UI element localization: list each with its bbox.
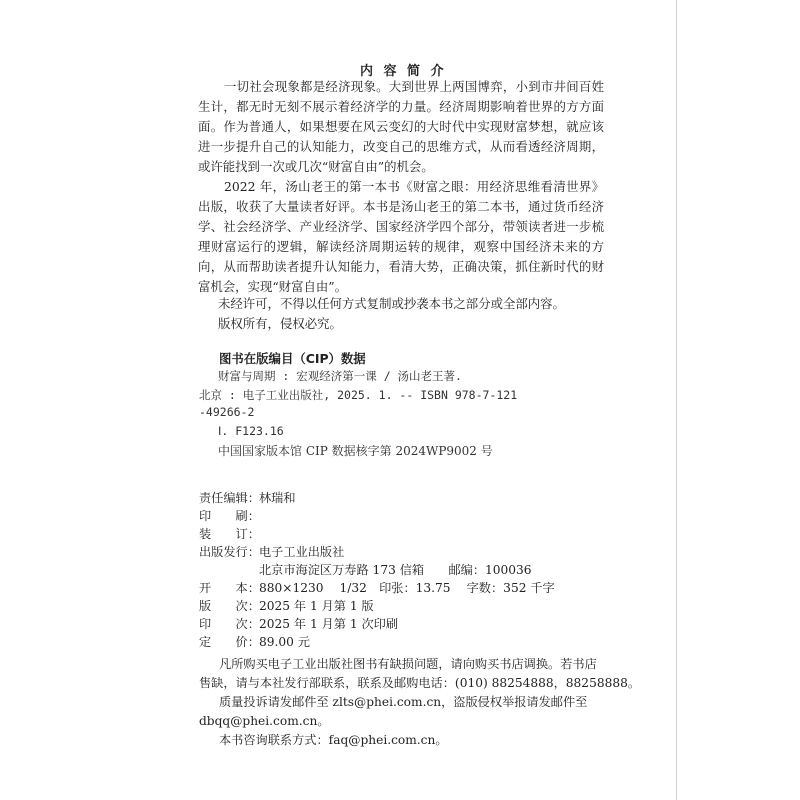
cip-line-5: 中国国家版本馆 CIP 数据核字第 2024WP9002 号 <box>218 444 493 458</box>
price-label: 定 价： <box>199 635 260 649</box>
price-value: 89.00 元 <box>259 635 310 649</box>
printing-label: 印 次： <box>199 617 260 631</box>
footer-line-4: dbqq@phei.com.cn。 <box>199 714 330 728</box>
footer-line-2: 售缺，请与本社发行部联系，联系及邮购电话：(010) 88254888，88258888。 <box>199 676 641 690</box>
editor-label: 责任编辑： <box>199 491 260 505</box>
cip-line-2: 北京 : 电子工业出版社, 2025. 1. -- ISBN 978-7-121 <box>199 388 518 402</box>
intro-paragraph-2: 2022 年，汤山老王的第一本书《财富之眼：用经济思维看清世界》出版，收获了大量读者好评。本书是汤山老王的第二本书，通过货币经济学、社会经济学、产业经济学、国家经济学四个部分，带领读者进一步梳理财富运行的逻辑，解读经济周期运转的规律，观察中国经济未来的方向，从而帮助读者提升认知能力，看清大势，正确决策，抓住新时代的财富机会，实现“财富自由”。 <box>198 179 604 294</box>
page-title: 内 容 简 介 <box>360 64 447 79</box>
copyright-notice: 未经许可，不得以任何方式复制或抄袭本书之部分或全部内容。 <box>218 296 565 311</box>
intro-paragraph-1: 一切社会现象都是经济现象。大到世界上两国博弈，小到市井间百姓生计，都无时无刻不展示着经济学的力量。经济周期影响着世界的方方面面。作为普通人，如果想要在风云变幻的大时代中实现财富梦想，就应该进一步提升自己的认知能力，改变自己的思维方式，从而看透经济周期，或许能找到一次或几次“财富自由”的机会。 <box>198 79 604 174</box>
footer-line-5: 本书咨询联系方式：faq@phei.com.cn。 <box>219 733 448 747</box>
cip-line-3: -49266-2 <box>199 405 255 419</box>
cip-line-4: Ⅰ. F123.16 <box>218 424 284 438</box>
edition-label: 版 次： <box>199 599 260 613</box>
publisher-address: 北京市海淀区万寿路 173 信箱 邮编：100036 <box>259 563 532 577</box>
format-label: 开 本： <box>199 581 260 595</box>
edition-value: 2025 年 1 月第 1 版 <box>259 599 374 613</box>
footer-line-1: 凡所购买电子工业出版社图书有缺损问题，请向购买书店调换。若书店 <box>219 657 597 671</box>
bind-label: 装 订： <box>199 527 260 541</box>
print-label: 印 刷： <box>199 509 260 523</box>
format-value: 880×1230 1/32 印张：13.75 字数：352 千字 <box>259 581 555 595</box>
cip-line-1: 财富与周期 : 宏观经济第一课 / 汤山老王著. <box>218 369 462 383</box>
rights-reserved: 版权所有，侵权必究。 <box>218 316 342 331</box>
page-edge-divider <box>676 0 677 800</box>
editor-value: 林瑞和 <box>259 491 296 505</box>
cip-heading: 图书在版编目（CIP）数据 <box>219 351 366 366</box>
publisher-label: 出版发行： <box>199 545 260 559</box>
footer-line-3: 质量投诉请发邮件至 zlts@phei.com.cn，盗版侵权举报请发邮件至 <box>219 695 588 709</box>
publisher-value: 电子工业出版社 <box>259 545 345 559</box>
printing-value: 2025 年 1 月第 1 次印刷 <box>259 617 399 631</box>
